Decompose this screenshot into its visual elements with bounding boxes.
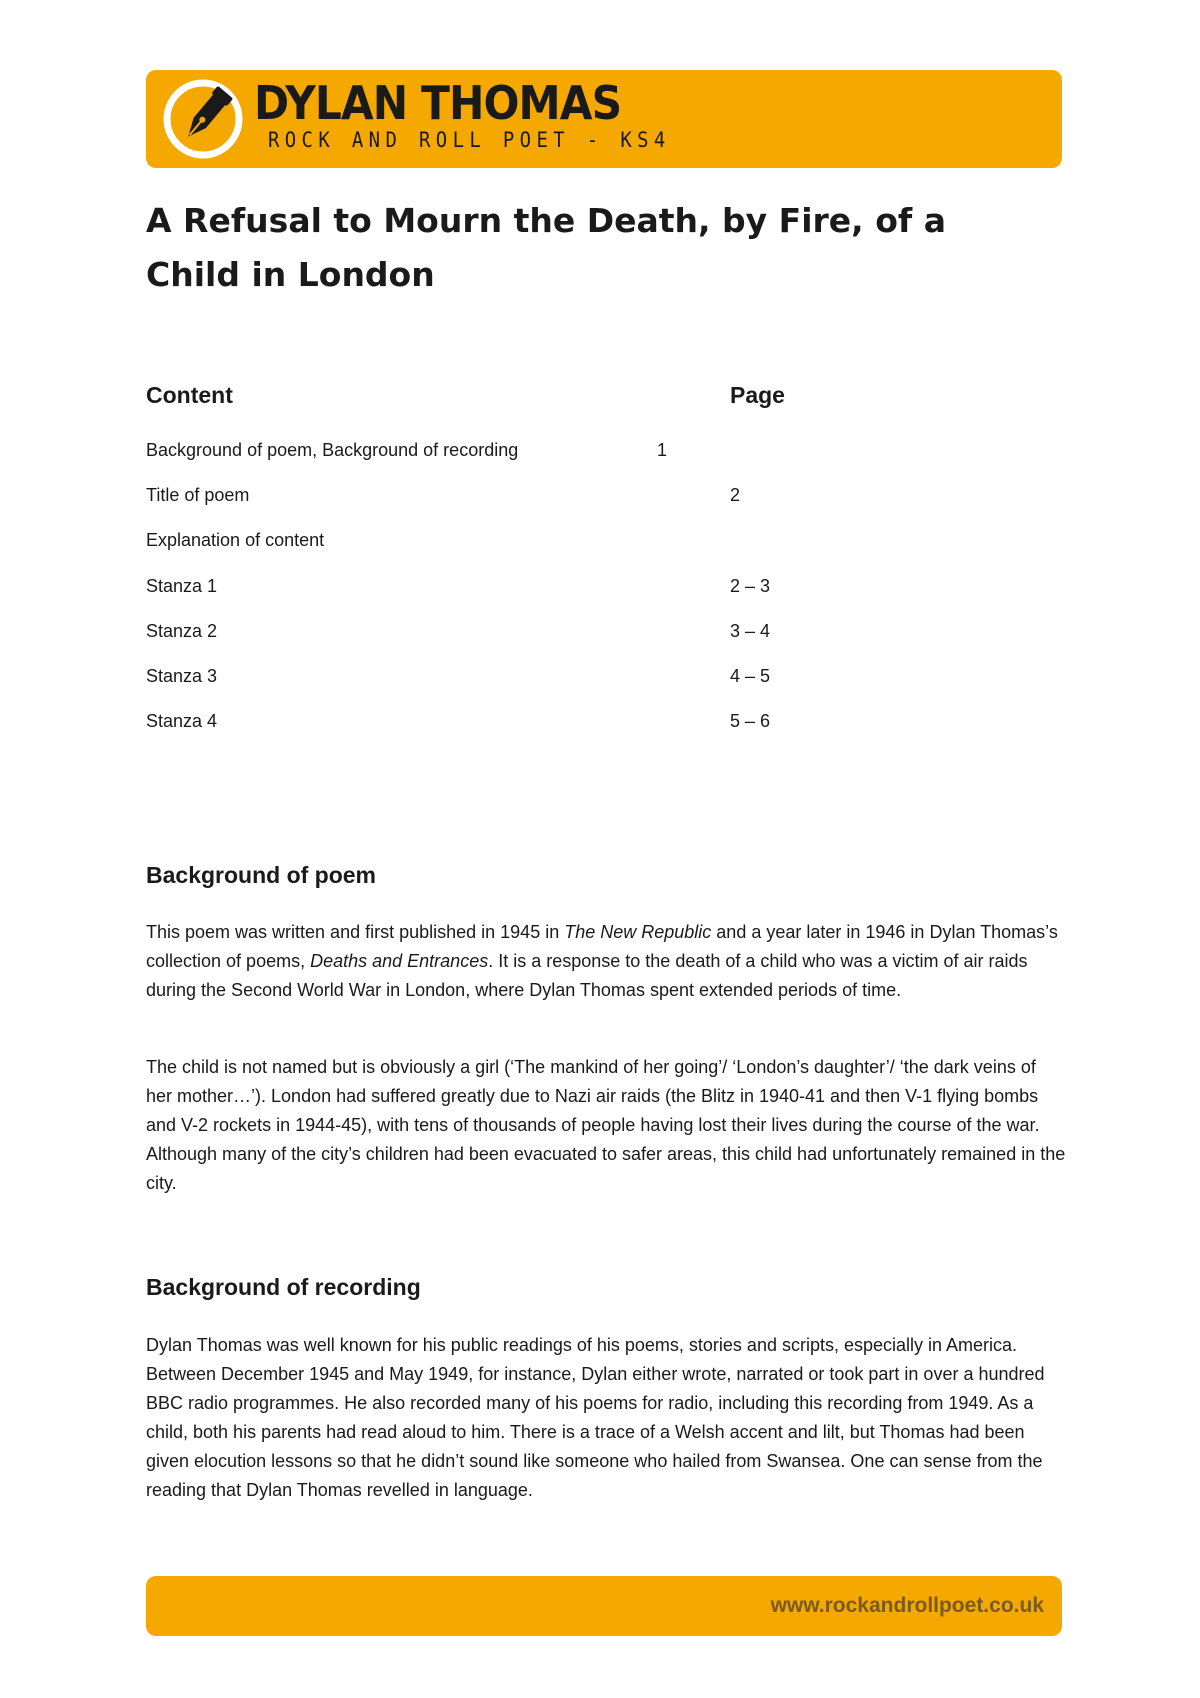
toc-row-label: Explanation of content bbox=[146, 530, 325, 550]
toc-row-page: 2 bbox=[730, 485, 741, 505]
section-heading-background-poem: Background of poem bbox=[146, 862, 377, 888]
pen-nib-icon bbox=[162, 78, 244, 160]
paragraph-text: and a year later in 1946 in Dylan Thomas’s collection of poems, bbox=[146, 922, 1058, 971]
publication-title: The New Republic bbox=[564, 922, 712, 942]
toc-row bbox=[146, 530, 846, 560]
toc-row-page: 2 – 3 bbox=[730, 576, 771, 596]
paragraph bbox=[146, 918, 1066, 1005]
toc-row-page: 1 bbox=[657, 440, 668, 460]
toc-row bbox=[146, 485, 846, 515]
toc-row-page: 4 – 5 bbox=[730, 666, 771, 686]
collection-title: Deaths and Entrances bbox=[310, 951, 489, 971]
toc-row-label: Stanza 3 bbox=[146, 666, 218, 686]
toc-row-label: Background of poem, Background of recording bbox=[146, 440, 519, 460]
toc-row-label: Stanza 2 bbox=[146, 621, 218, 641]
website-url[interactable]: www.rockandrollpoet.co.uk bbox=[770, 1594, 1044, 1617]
toc-row-label: Title of poem bbox=[146, 485, 250, 505]
toc-row bbox=[146, 711, 846, 741]
brand-name: DYLAN THOMAS bbox=[254, 76, 622, 130]
toc-row-page: 3 – 4 bbox=[730, 621, 771, 641]
toc-row-label: Stanza 4 bbox=[146, 711, 218, 731]
toc-content-header: Content bbox=[146, 382, 233, 408]
toc-row bbox=[146, 621, 846, 651]
header-banner bbox=[146, 70, 1062, 168]
paragraph-text: This poem was written and first published in 1945 in bbox=[146, 922, 565, 942]
table-of-contents bbox=[146, 378, 846, 731]
toc-header bbox=[146, 378, 846, 418]
toc-row bbox=[146, 576, 846, 606]
paragraph: The child is not named but is obviously a girl (‘The mankind of her going’/ ‘London’s daughter’/ ‘the dark veins of her mother…’). London had suffered greatly due to Nazi air raids (the Blitz in 1940-41 and then V-1 flying bombs and V-2 rockets in 1944-45), with tens of thousands of people having lost their lives during the course of the war. Although many of the city’s children had been evacuated to safer areas, this child had unfortunately remained in the city. bbox=[146, 1057, 1066, 1193]
toc-row-label: Stanza 1 bbox=[146, 576, 218, 596]
paragraph-text: . It is a response to the death of a child who was a victim of air raids during the Second World War in London, where Dylan Thomas spent extended periods of time. bbox=[146, 951, 1028, 1000]
section-heading-background-recording: Background of recording bbox=[146, 1274, 421, 1300]
toc-page-header: Page bbox=[730, 382, 785, 408]
toc-row bbox=[146, 666, 846, 696]
toc-row bbox=[146, 440, 846, 470]
toc-row-page: 5 – 6 bbox=[730, 711, 771, 731]
brand-tagline: ROCK AND ROLL POET - KS4 bbox=[268, 128, 671, 152]
footer-banner bbox=[146, 1576, 1062, 1636]
paragraph: Dylan Thomas was well known for his public readings of his poems, stories and scripts, especially in America. Between December 1945 and May 1949, for instance, Dylan either wrote, narrated or took part in over a hundred BBC radio programmes. He also recorded many of his poems for radio, including this recording from 1949. As a child, both his parents had read aloud to him. There is a trace of a Welsh accent and lilt, but Thomas had been given elocution lessons so that he didn’t sound like someone who hailed from Swansea. One can sense from the reading that Dylan Thomas revelled in language. bbox=[146, 1335, 1045, 1500]
page-title: A Refusal to Mourn the Death, by Fire, of a Child in London bbox=[146, 201, 946, 294]
